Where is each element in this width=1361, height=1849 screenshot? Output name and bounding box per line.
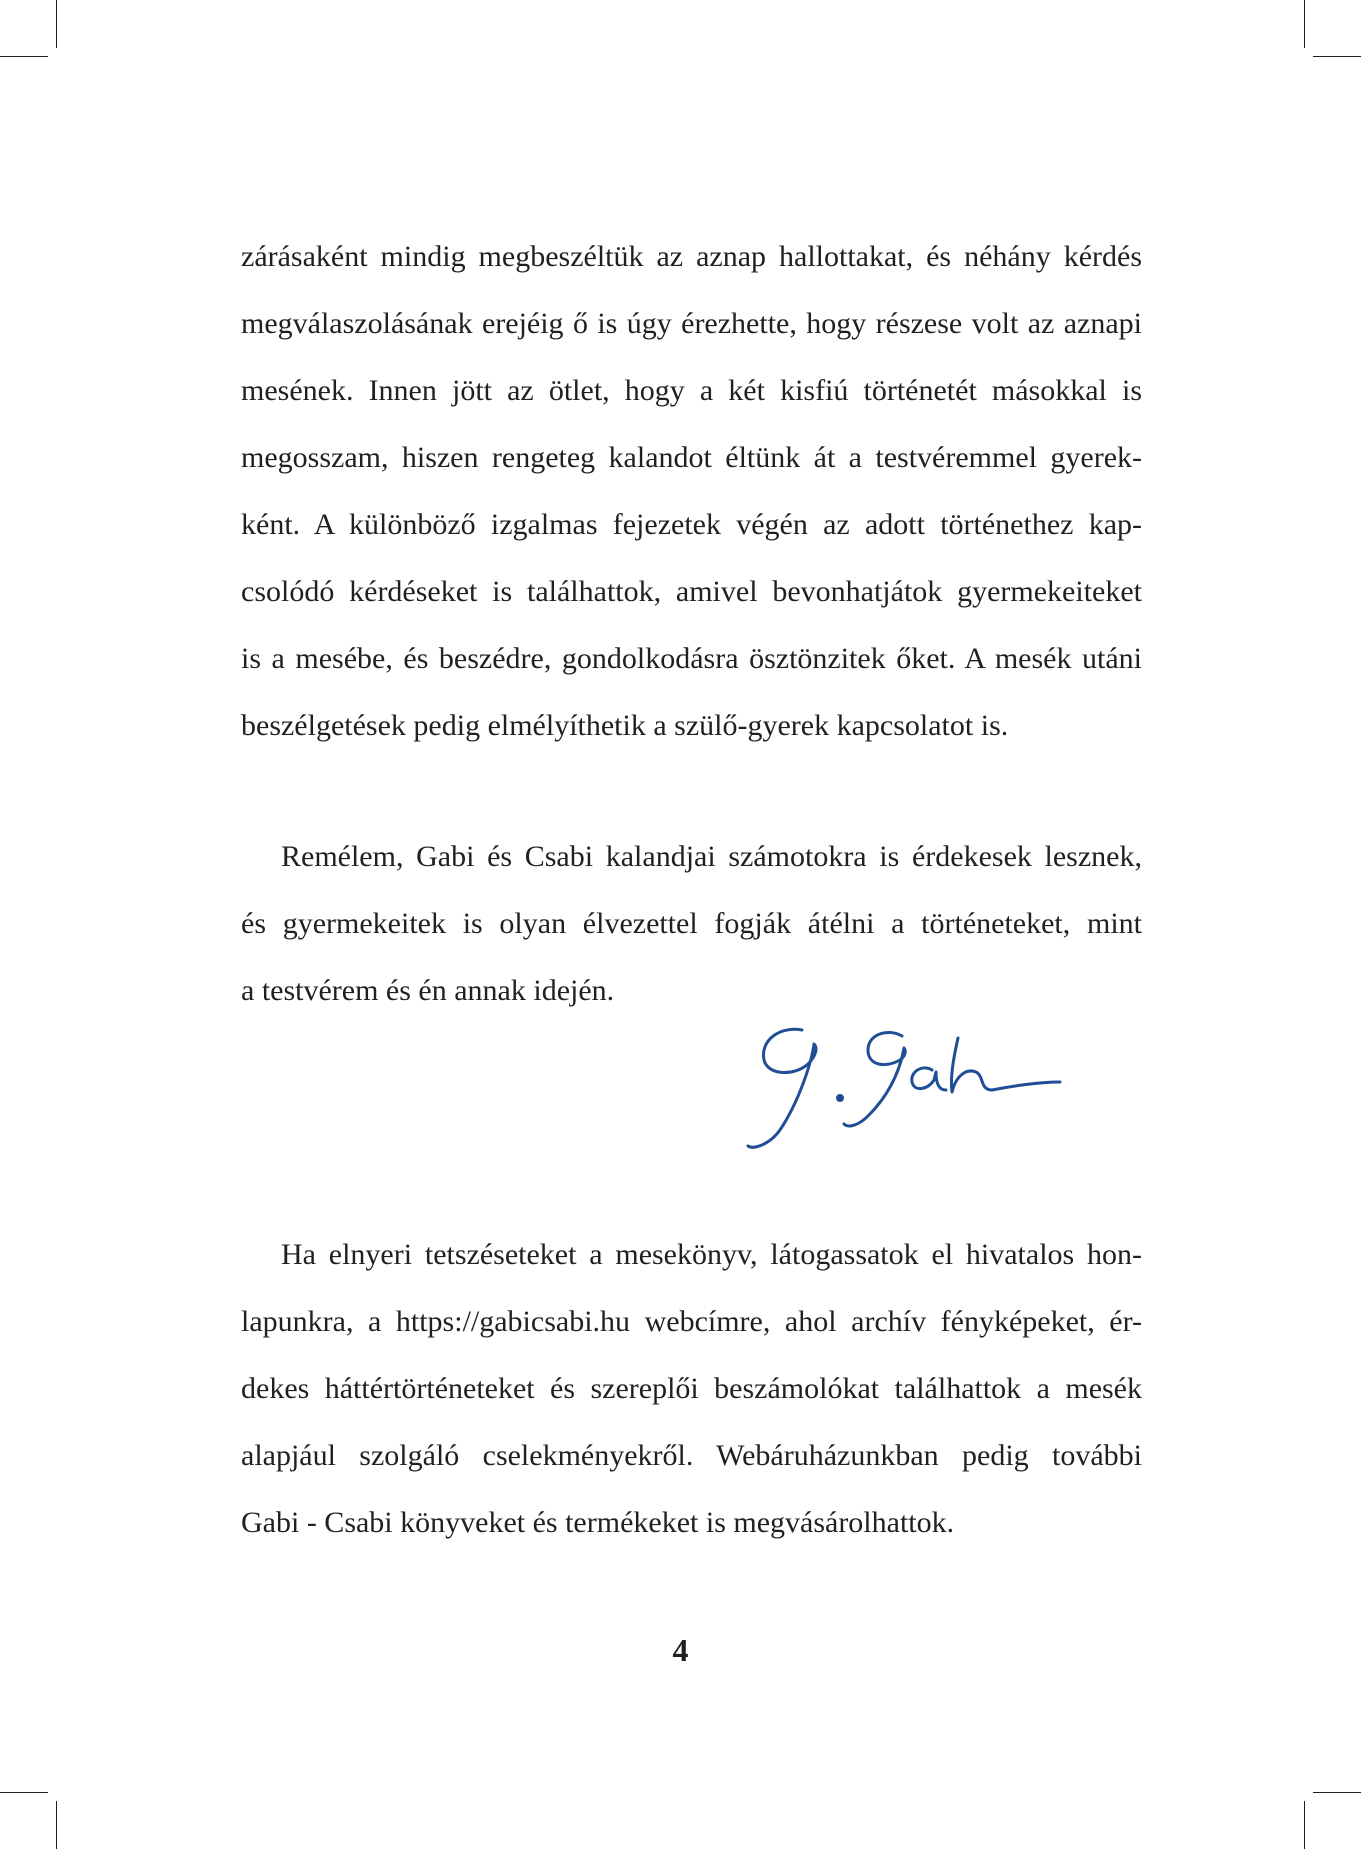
crop-mark <box>1313 56 1361 57</box>
crop-mark <box>1304 0 1305 48</box>
text-line: és gyermekeitek is olyan élvezettel fogják átélni a történeteket, mint <box>241 907 1142 940</box>
text-line: megválaszolásának erejéig ő is úgy érezhette, hogy részese volt az aznapi <box>241 307 1142 340</box>
text-line: a testvérem és én annak idején. <box>241 974 615 1007</box>
text-line: alapjául szolgáló cselekményekről. Webáruházunkban pedig további <box>241 1439 1142 1472</box>
text-line: Gabi - Csabi könyveket és termékeket is megvásárolhattok. <box>241 1506 955 1539</box>
crop-mark <box>56 1801 57 1849</box>
crop-mark <box>0 1792 48 1793</box>
text-line: beszélgetések pedig elmélyíthetik a szülő-gyerek kapcsolatot is. <box>241 709 1009 742</box>
text-line: Ha elnyeri tetszéseteket a mesekönyv, látogassatok el hivatalos hon- <box>281 1238 1142 1271</box>
text-line: mesének. Innen jött az ötlet, hogy a két kisfiú történetét másokkal is <box>241 374 1142 407</box>
crop-mark <box>56 0 57 48</box>
text-line: zárásaként mindig megbeszéltük az aznap hallottakat, és néhány kérdés <box>241 240 1142 273</box>
text-line: lapunkra, a https://gabicsabi.hu webcímre, ahol archív fényképeket, ér- <box>241 1305 1142 1338</box>
paragraph-1 <box>241 223 1142 759</box>
text-line: ként. A különböző izgalmas fejezetek végén az adott történethez kap- <box>241 508 1142 541</box>
text-line: is a mesébe, és beszédre, gondolkodásra ösztönzitek őket. A mesék utáni <box>241 642 1142 675</box>
text-line: csolódó kérdéseket is találhattok, amivel bevonhatjátok gyermekeiteket <box>241 575 1142 608</box>
text-line: Remélem, Gabi és Csabi kalandjai számotokra is érdekesek lesznek, <box>281 840 1142 873</box>
crop-mark <box>1304 1801 1305 1849</box>
crop-mark <box>0 56 48 57</box>
page-number: 4 <box>672 1632 689 1668</box>
text-line: dekes háttértörténeteket és szereplői beszámolókat találhattok a mesék <box>241 1372 1142 1405</box>
paragraph-2 <box>241 823 1142 1024</box>
crop-mark <box>1313 1792 1361 1793</box>
author-signature <box>740 1020 1070 1160</box>
paragraph-3 <box>241 1221 1142 1556</box>
text-line: megosszam, hiszen rengeteg kalandot éltünk át a testvéremmel gyerek- <box>241 441 1142 474</box>
